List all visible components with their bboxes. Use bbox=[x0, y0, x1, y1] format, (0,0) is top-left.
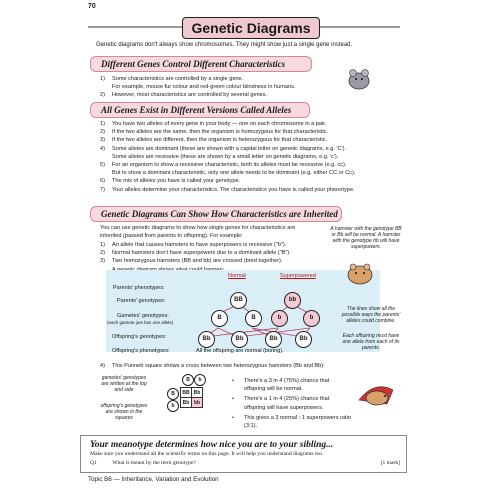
section-3-list bbox=[100, 241, 330, 274]
hamster-icon bbox=[345, 260, 375, 286]
list-item: • This gives a 3 normal : 1 superpowers ratio (3:1). bbox=[232, 414, 351, 430]
offspring-2: Bb bbox=[231, 331, 248, 348]
punnett-cell: Bb bbox=[181, 398, 192, 408]
intro-text: Genetic diagrams don't always show chromosomes. They might show just a single gene instead. bbox=[96, 42, 353, 48]
superhero-hamster-icon bbox=[355, 378, 397, 410]
note-genotypes: A hamster with the genotype BB or Bb will be normal. A hamster with the genotype bb will have superpowers. bbox=[330, 226, 402, 250]
punnett-results bbox=[232, 377, 352, 430]
note-punnett-gametes: gametes' genotypes are written at the top and side bbox=[101, 375, 147, 393]
punnett-square bbox=[180, 387, 203, 408]
page-number: 70 bbox=[88, 3, 96, 10]
question-text: What is meant by the term genotype? bbox=[112, 460, 196, 466]
punnett-top-1: B bbox=[182, 374, 194, 386]
section-3-item-4 bbox=[100, 362, 390, 370]
label-gametes-genotypes: Gametes' genotypes: bbox=[117, 313, 169, 319]
list-item: 2) However, most characteristics are controlled by several genes. bbox=[100, 92, 268, 99]
footer-heading: Your meanotype determines how nice you are to your sibling... bbox=[90, 440, 334, 450]
list-item: 2) If the two alleles are the same, then the organism is homozygous for that characteristic. bbox=[100, 129, 329, 136]
list-item: 6) The mix of alleles you have is called your genotype. bbox=[100, 178, 241, 185]
list-item: 5) For an organism to show a recessive characteristic, both its alleles must be recessive (e.g. cc). bbox=[100, 162, 347, 169]
list-item: 7) Your alleles determine your characteristics. The characteristics you have is called your phenotype. bbox=[100, 186, 355, 193]
table-row bbox=[181, 388, 203, 398]
list-item: Some alleles are recessive (these are shown by a small letter on genetic diagrams, e.g. 'c'). bbox=[112, 153, 339, 160]
offspring-4: Bb bbox=[295, 331, 312, 348]
hamster-mouse-icon bbox=[345, 64, 373, 92]
section-3-intro: You can use genetic diagrams to show how single genes for characteristics are inherited (passed from parents to offspring). For example: bbox=[100, 225, 296, 240]
section-1-list bbox=[100, 75, 350, 100]
list-item: • There's a 1 in 4 (25%) chance that offspring will have superpowers. bbox=[232, 396, 330, 411]
punnett-cell: bb bbox=[192, 398, 203, 408]
section-1-heading: Different Genes Control Different Characteristics bbox=[90, 56, 312, 72]
parent-1-genotype: BB bbox=[230, 292, 247, 309]
note-lines: The lines show all the possible ways the parents' alleles could combine. bbox=[341, 306, 401, 324]
gamete-3: b bbox=[271, 310, 288, 327]
table-row bbox=[181, 398, 203, 408]
question-label: Q1 bbox=[90, 460, 97, 466]
section-3-heading: Genetic Diagrams Can Show How Characteristics are Inherited bbox=[90, 206, 342, 222]
list-item: For example, mouse fur colour and red-green colour blindness in humans. bbox=[112, 84, 296, 91]
list-item: 3) If the two alleles are different, then the organism is heterozygous for that characteristic. bbox=[100, 137, 328, 144]
punnett-cell: BB bbox=[182, 389, 190, 396]
offspring-phenotypes-text: All the offspring are normal (boring). bbox=[196, 348, 284, 354]
question-marks: [1 mark] bbox=[380, 460, 400, 466]
list-item: 1) You have two alleles of every gene in your body — one on each chromosome in a pair. bbox=[100, 121, 327, 127]
gamete-4: b bbox=[303, 310, 320, 327]
list-item: • There's a 3 in 4 (75%) chance that offspring will be normal. bbox=[232, 378, 330, 393]
gamete-1: B bbox=[211, 310, 228, 327]
list-item: 3) Two homozygous hamsters (BB and bb) are crossed (bred together). bbox=[100, 258, 283, 265]
page-title: Genetic Diagrams bbox=[182, 17, 320, 39]
section-2-heading: All Genes Exist in Different Versions Called Alleles bbox=[90, 102, 310, 118]
offspring-1: Bb bbox=[198, 331, 215, 348]
topic-label: Topic B6 — Inheritance, Variation and Evolution bbox=[88, 476, 219, 483]
footer-text: Make sure you understand all the scientific terms on this page. It will help you understand diagrams too. bbox=[90, 451, 324, 457]
section-2-list bbox=[100, 120, 420, 194]
punnett-side-2: b bbox=[167, 400, 179, 412]
list-item: 2) Normal hamsters don't have superpowers due to a dominant allele ("B"). bbox=[100, 250, 291, 257]
note-punnett-offspring: offspring's genotypes are shown in the squares bbox=[100, 403, 148, 421]
label-offspring-phenotypes: Offspring's phenotypes: bbox=[112, 348, 170, 354]
list-item: 1) An allele that causes hamsters to have superpowers is recessive ("b"). bbox=[100, 242, 287, 248]
list-item: 1) Some characteristics are controlled by a single gene. bbox=[100, 76, 244, 82]
col-superpowered: Superpowered bbox=[280, 273, 316, 279]
label-parents-phenotypes: Parents' phenotypes: bbox=[113, 285, 165, 291]
label-offspring-genotypes: Offspring's genotypes: bbox=[112, 334, 167, 340]
parent-2-genotype: bb bbox=[284, 292, 301, 309]
col-normal: Normal bbox=[228, 273, 246, 279]
list-item: 4) This Punnett square shows a cross between two heterozygous hamsters (Bb and Bb): bbox=[100, 363, 325, 369]
label-parents-genotypes: Parents' genotypes: bbox=[117, 298, 166, 304]
list-item: But to show a dominant characteristic, only one allele needs to be dominant (e.g. either CC or Cc). bbox=[112, 170, 356, 177]
gamete-2: B bbox=[245, 310, 262, 327]
punnett-cell: Bb bbox=[192, 388, 203, 398]
punnett-side-1: B bbox=[167, 388, 179, 400]
note-offspring: Each offspring must have one allele from each of its parents. bbox=[342, 333, 400, 351]
offspring-3: Bb bbox=[265, 331, 282, 348]
footer-question bbox=[90, 460, 400, 466]
label-gametes-note: (each gamete just has one allele) bbox=[107, 320, 174, 325]
list-item: 4) Some alleles are dominant (these are shown with a capital letter on genetic diagrams, e.g. 'C'). bbox=[100, 145, 347, 152]
punnett-top-2: b bbox=[194, 374, 206, 386]
